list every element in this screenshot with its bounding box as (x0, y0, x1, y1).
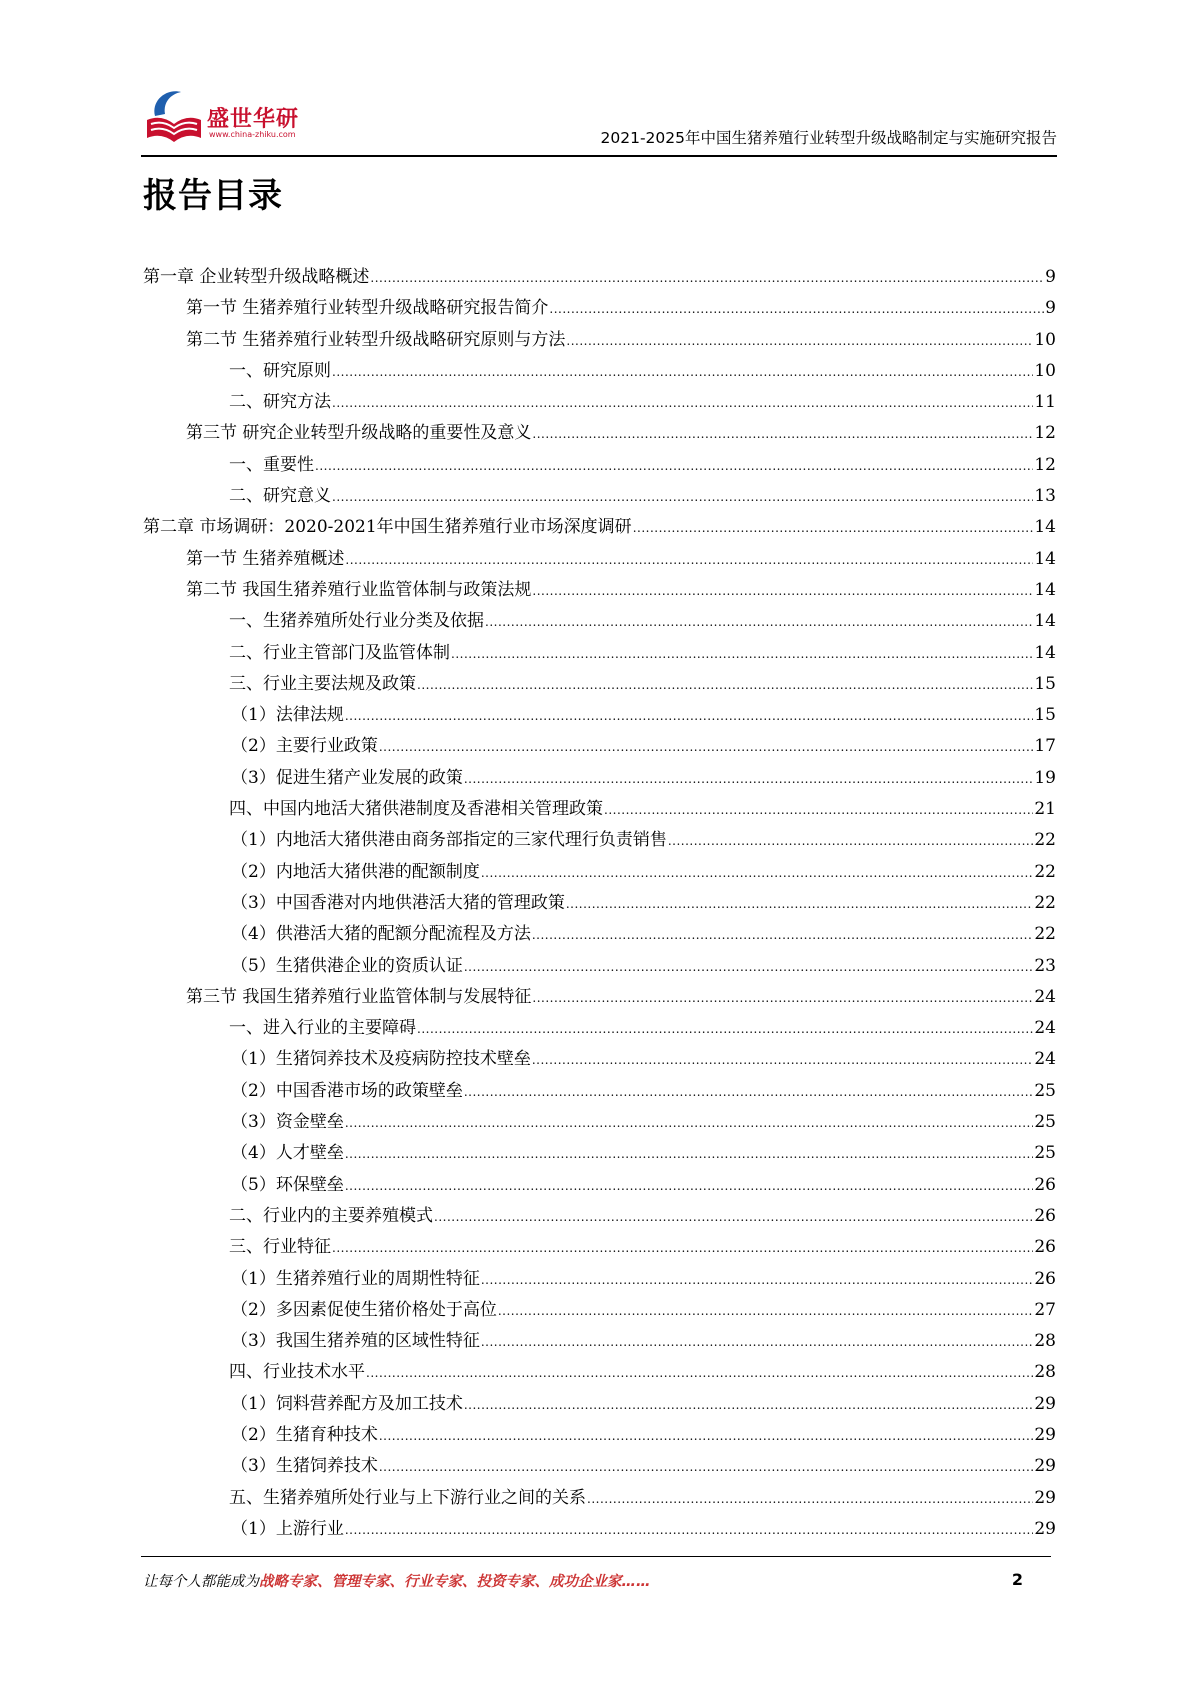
toc-entry[interactable] (143, 1264, 1056, 1295)
toc-entry[interactable] (143, 1514, 1056, 1545)
toc-entry-label: （2）生猪育种技术 (231, 1424, 378, 1445)
toc-entry-label: （2）主要行业政策 (231, 736, 378, 757)
toc-entry-page: 22 (1034, 924, 1056, 945)
toc-entry-label: 一、研究原则 (229, 360, 331, 381)
toc-entry-label: 第一节 生猪养殖行业转型升级战略研究报告简介 (186, 298, 549, 319)
toc-entry-label: 四、中国内地活大猪供港制度及香港相关管理政策 (229, 799, 603, 820)
toc-entry-page: 29 (1034, 1518, 1056, 1539)
toc-dot-leader (315, 451, 1033, 482)
toc-entry-page: 29 (1034, 1456, 1056, 1477)
toc-entry-page: 12 (1034, 454, 1056, 475)
toc-dot-leader (566, 326, 1033, 357)
toc-entry[interactable] (143, 512, 1056, 543)
toc-entry-page: 14 (1034, 611, 1056, 632)
toc-dot-leader (379, 1421, 1034, 1452)
toc-dot-leader (417, 670, 1033, 701)
toc-entry-label: 第二节 生猪养殖行业转型升级战略研究原则与方法 (186, 329, 566, 350)
toc-entry-page: 15 (1034, 705, 1056, 726)
toc-dot-leader (532, 1045, 1034, 1076)
toc-dot-leader (451, 639, 1033, 670)
toc-entry[interactable] (143, 888, 1056, 919)
toc-entry-page: 11 (1034, 392, 1056, 413)
toc-entry-label: （2）多因素促使生猪价格处于高位 (231, 1299, 497, 1320)
toc-entry-label: （2）中国香港市场的政策壁垒 (231, 1080, 463, 1101)
toc-entry-page: 28 (1034, 1331, 1056, 1352)
toc-dot-leader (485, 607, 1033, 638)
toc-dot-leader (345, 1515, 1034, 1546)
toc-dot-leader (668, 826, 1034, 857)
toc-entry[interactable] (143, 700, 1056, 731)
toc-entry-page: 22 (1034, 892, 1056, 913)
toc-dot-leader (379, 1452, 1034, 1483)
logo-url: www.china-zhiku.com (209, 130, 296, 139)
toc-dot-leader (464, 764, 1034, 795)
toc-entry-label: 一、重要性 (229, 454, 314, 475)
toc-entry-label: （3）资金壁垒 (231, 1112, 344, 1133)
toc-entry-page: 26 (1034, 1268, 1056, 1289)
toc-entry[interactable] (143, 325, 1056, 356)
toc-dot-leader (633, 513, 1034, 544)
toc-entry-page: 14 (1034, 579, 1056, 600)
toc-entry[interactable] (143, 951, 1056, 982)
toc-entry[interactable] (143, 1013, 1056, 1044)
toc-dot-leader (532, 576, 1033, 607)
toc-dot-leader (464, 1077, 1034, 1108)
report-title: 2021-2025年中国生猪养殖行业转型升级战略制定与实施研究报告 (600, 129, 1057, 147)
toc-entry-page: 24 (1034, 986, 1056, 1007)
toc-entry-label: 二、行业内的主要养殖模式 (229, 1205, 433, 1226)
toc-entry-label: 一、进入行业的主要障碍 (229, 1018, 416, 1039)
toc-entry[interactable] (143, 1107, 1056, 1138)
toc-entry-page: 24 (1034, 1018, 1056, 1039)
company-logo (141, 80, 321, 150)
toc-entry[interactable] (143, 293, 1056, 324)
table-of-contents (143, 262, 1056, 1545)
toc-dot-leader (345, 545, 1033, 576)
toc-entry[interactable] (143, 1451, 1056, 1482)
toc-entry-label: （1）生猪养殖行业的周期性特征 (231, 1268, 480, 1289)
header-divider (141, 155, 1057, 157)
toc-entry-label: 五、生猪养殖所处行业与上下游行业之间的关系 (229, 1487, 586, 1508)
page-title: 报告目录 (143, 176, 283, 216)
toc-entry-label: （1）上游行业 (231, 1518, 344, 1539)
toc-entry-page: 19 (1034, 767, 1056, 788)
toc-dot-leader (532, 920, 1034, 951)
toc-entry[interactable] (143, 1170, 1056, 1201)
toc-dot-leader (345, 1171, 1034, 1202)
page-number: 2 (1011, 1570, 1023, 1589)
toc-dot-leader (345, 1139, 1034, 1170)
page-footer (143, 1570, 1023, 1594)
toc-dot-leader (332, 1233, 1033, 1264)
toc-entry[interactable] (143, 1326, 1056, 1357)
toc-entry-page: 25 (1034, 1080, 1056, 1101)
toc-dot-leader (332, 482, 1033, 513)
toc-dot-leader (481, 1265, 1034, 1296)
toc-entry-page: 26 (1034, 1174, 1056, 1195)
toc-entry-page: 28 (1034, 1362, 1056, 1383)
toc-entry-label: 第三节 研究企业转型升级战略的重要性及意义 (186, 423, 532, 444)
toc-entry-label: （1）生猪饲养技术及疫病防控技术壁垒 (231, 1049, 531, 1070)
toc-entry[interactable] (143, 544, 1056, 575)
toc-entry-label: （1）法律法规 (231, 705, 344, 726)
toc-entry[interactable] (143, 1420, 1056, 1451)
toc-dot-leader (434, 1202, 1033, 1233)
toc-entry[interactable] (143, 450, 1056, 481)
toc-dot-leader (604, 795, 1033, 826)
toc-dot-leader (332, 388, 1033, 419)
toc-dot-leader (532, 983, 1033, 1014)
toc-entry-label: 四、行业技术水平 (229, 1362, 365, 1383)
toc-entry-page: 22 (1034, 861, 1056, 882)
toc-entry-label: （1）内地活大猪供港由商务部指定的三家代理行负责销售 (231, 830, 667, 851)
toc-dot-leader (481, 1327, 1034, 1358)
toc-entry-label: 二、行业主管部门及监管体制 (229, 642, 450, 663)
toc-dot-leader (464, 952, 1034, 983)
toc-entry-page: 21 (1034, 799, 1056, 820)
toc-entry-label: 一、生猪养殖所处行业分类及依据 (229, 611, 484, 632)
toc-entry-page: 12 (1034, 423, 1056, 444)
toc-entry[interactable] (143, 356, 1056, 387)
toc-entry[interactable] (143, 731, 1056, 762)
toc-entry[interactable] (143, 825, 1056, 856)
toc-dot-leader (532, 419, 1033, 450)
toc-dot-leader (587, 1484, 1033, 1515)
footer-divider (141, 1556, 1051, 1557)
toc-entry[interactable] (143, 387, 1056, 418)
footer-slogan-lead: 让每个人都能成为 (143, 1574, 259, 1590)
toc-entry[interactable] (143, 857, 1056, 888)
toc-entry-label: （5）环保壁垒 (231, 1174, 344, 1195)
toc-entry[interactable] (143, 763, 1056, 794)
toc-entry-label: （4）人才壁垒 (231, 1143, 344, 1164)
toc-entry-label: 三、行业主要法规及政策 (229, 673, 416, 694)
toc-entry[interactable] (143, 1389, 1056, 1420)
toc-entry[interactable] (143, 919, 1056, 950)
toc-entry-page: 23 (1034, 955, 1056, 976)
toc-entry[interactable] (143, 606, 1056, 637)
toc-entry[interactable] (143, 982, 1056, 1013)
toc-entry[interactable] (143, 1483, 1056, 1514)
toc-entry[interactable] (143, 1201, 1056, 1232)
toc-dot-leader (549, 294, 1044, 325)
toc-entry-label: 二、研究意义 (229, 486, 331, 507)
toc-entry-label: 第三节 我国生猪养殖行业监管体制与发展特征 (186, 986, 532, 1007)
toc-entry-label: （3）中国香港对内地供港活大猪的管理政策 (231, 892, 565, 913)
toc-dot-leader (498, 1296, 1034, 1327)
logo-name: 盛世华研 (207, 107, 300, 132)
toc-entry-label: （3）促进生猪产业发展的政策 (231, 767, 463, 788)
toc-entry[interactable] (143, 262, 1056, 293)
toc-entry[interactable] (143, 575, 1056, 606)
toc-entry-label: （1）饲料营养配方及加工技术 (231, 1393, 463, 1414)
toc-entry-label: 二、研究方法 (229, 392, 331, 413)
toc-entry-page: 10 (1034, 329, 1056, 350)
toc-entry-label: 三、行业特征 (229, 1237, 331, 1258)
toc-dot-leader (332, 357, 1033, 388)
toc-entry-label: 第二节 我国生猪养殖行业监管体制与政策法规 (186, 579, 532, 600)
toc-entry-page: 9 (1045, 298, 1056, 319)
toc-entry-page: 13 (1034, 486, 1056, 507)
toc-entry-page: 14 (1034, 642, 1056, 663)
toc-entry-page: 26 (1034, 1205, 1056, 1226)
toc-entry[interactable] (143, 1357, 1056, 1388)
toc-entry-page: 9 (1045, 267, 1056, 287)
toc-entry[interactable] (143, 669, 1056, 700)
toc-dot-leader (464, 1390, 1034, 1421)
toc-entry[interactable] (143, 1044, 1056, 1075)
toc-entry-page: 29 (1034, 1393, 1056, 1414)
toc-entry[interactable] (143, 1076, 1056, 1107)
toc-entry[interactable] (143, 794, 1056, 825)
toc-entry-label: （4）供港活大猪的配额分配流程及方法 (231, 924, 531, 945)
toc-entry[interactable] (143, 418, 1056, 449)
toc-dot-leader (345, 701, 1034, 732)
toc-entry-label: （2）内地活大猪供港的配额制度 (231, 861, 480, 882)
toc-entry-label: （5）生猪供港企业的资质认证 (231, 955, 463, 976)
toc-dot-leader (379, 732, 1034, 763)
toc-dot-leader (417, 1014, 1033, 1045)
toc-dot-leader (370, 263, 1044, 294)
toc-entry-page: 25 (1034, 1112, 1056, 1133)
toc-entry-page: 24 (1034, 1049, 1056, 1070)
toc-entry-page: 10 (1034, 360, 1056, 381)
logo-book-icon (141, 80, 207, 150)
toc-entry[interactable] (143, 481, 1056, 512)
toc-dot-leader (566, 889, 1034, 920)
toc-entry-label: 第一章 企业转型升级战略概述 (143, 267, 370, 287)
toc-dot-leader (366, 1358, 1033, 1389)
toc-entry[interactable] (143, 1295, 1056, 1326)
toc-entry-page: 29 (1034, 1487, 1056, 1508)
toc-entry[interactable] (143, 1138, 1056, 1169)
toc-entry-page: 25 (1034, 1143, 1056, 1164)
toc-entry-page: 26 (1034, 1237, 1056, 1258)
toc-entry-label: 第一节 生猪养殖概述 (186, 548, 345, 569)
toc-entry-page: 15 (1034, 673, 1056, 694)
toc-entry-page: 14 (1034, 517, 1056, 538)
toc-entry-label: （3）我国生猪养殖的区域性特征 (231, 1331, 480, 1352)
toc-entry-label: （3）生猪饲养技术 (231, 1456, 378, 1477)
toc-entry-page: 17 (1034, 736, 1056, 757)
toc-dot-leader (481, 858, 1034, 889)
toc-entry-page: 29 (1034, 1424, 1056, 1445)
toc-entry-page: 22 (1034, 830, 1056, 851)
page-header (141, 80, 1057, 160)
toc-entry-page: 27 (1034, 1299, 1056, 1320)
toc-entry[interactable] (143, 1232, 1056, 1263)
toc-entry-label: 第二章 市场调研：2020-2021年中国生猪养殖行业市场深度调研 (143, 517, 632, 538)
footer-slogan-emphasis: 战略专家、管理专家、行业专家、投资专家、成功企业家…… (259, 1574, 651, 1590)
toc-entry-page: 14 (1034, 548, 1056, 569)
toc-dot-leader (345, 1108, 1034, 1139)
toc-entry[interactable] (143, 638, 1056, 669)
